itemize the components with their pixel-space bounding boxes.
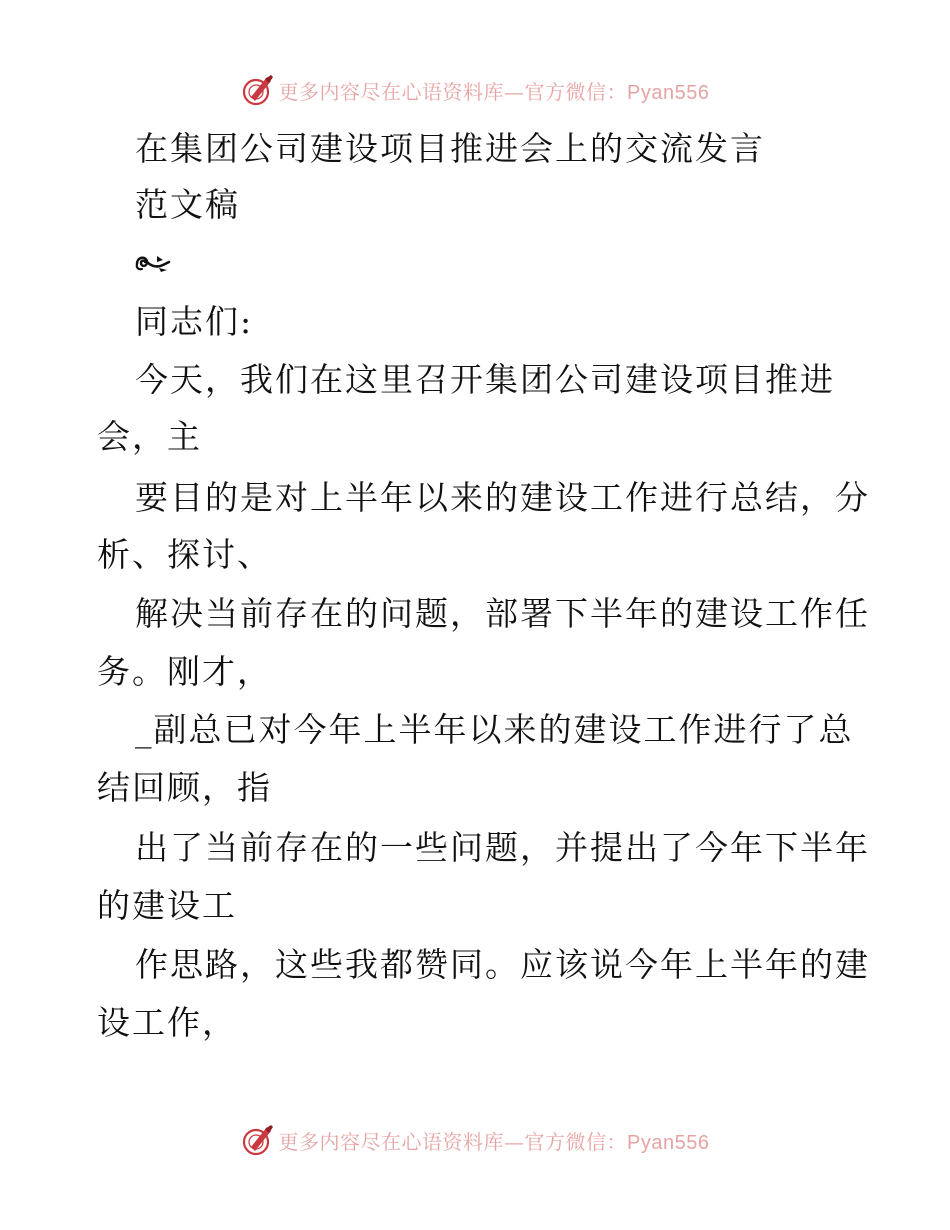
body-line-2: 会，主 xyxy=(97,417,202,456)
fleuron-ornament-icon xyxy=(133,248,173,276)
document-title-line-1: 在集团公司建设项目推进会上的交流发言 xyxy=(135,129,765,168)
greeting: 同志们: xyxy=(135,302,254,341)
body-line-6: 务。刚才， xyxy=(97,652,272,691)
pen-nib-circle-icon xyxy=(241,1123,275,1157)
watermark-wechat-id: Pyan556 xyxy=(627,1131,710,1154)
body-line-5: 解决当前存在的问题，部署下半年的建设工作任 xyxy=(135,594,870,633)
body-line-12: 设工作， xyxy=(97,1003,237,1042)
body-line-4: 析、探讨、 xyxy=(97,535,272,574)
body-line-7: _副总已对今年上半年以来的建设工作进行了总 xyxy=(135,710,854,749)
body-line-3: 要目的是对上半年以来的建设工作进行总结，分 xyxy=(135,478,870,517)
watermark-text: 更多内容尽在心语资料库—官方微信： xyxy=(278,1129,628,1154)
document-title-line-2: 范文稿 xyxy=(135,185,240,224)
pen-nib-circle-icon xyxy=(241,73,275,107)
body-line-11: 作思路，这些我都赞同。应该说今年上半年的建 xyxy=(135,945,870,984)
body-line-1: 今天，我们在这里召开集团公司建设项目推进 xyxy=(135,360,835,399)
header-watermark xyxy=(0,70,950,110)
body-line-10: 的建设工 xyxy=(97,886,237,925)
watermark-wechat-id: Pyan556 xyxy=(627,81,710,104)
body-line-9: 出了当前存在的一些问题，并提出了今年下半年 xyxy=(135,828,870,867)
body-line-8: 结回顾，指 xyxy=(97,768,272,807)
watermark-text: 更多内容尽在心语资料库—官方微信： xyxy=(278,79,628,104)
footer-watermark xyxy=(0,1120,950,1160)
